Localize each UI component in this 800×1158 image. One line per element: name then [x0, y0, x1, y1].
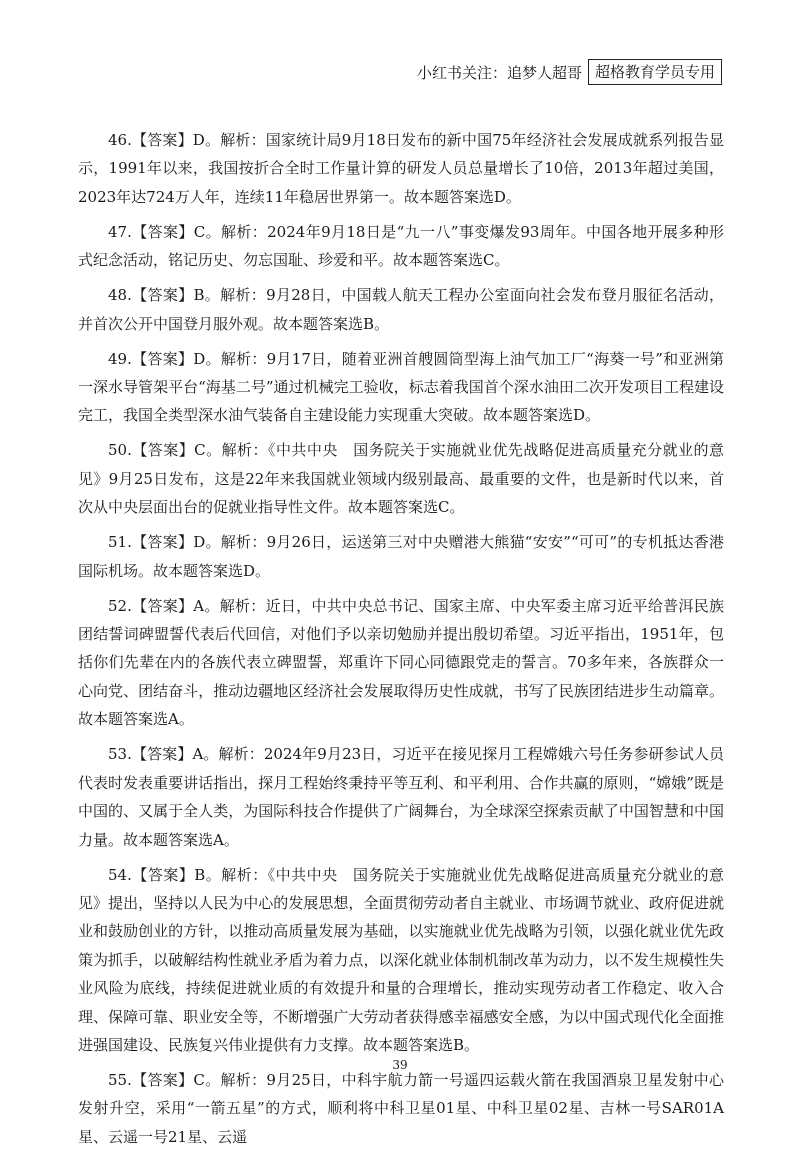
header-badge: 超格教育学员专用 — [588, 59, 722, 85]
answer-item-46 — [78, 126, 724, 211]
answer-list — [78, 126, 724, 1158]
explanation-text: 解析：9月17日，随着亚洲首艘圆筒型海上油气加工厂“海葵一号”和亚洲第一深水导管架平台“海基二号”通过机械完工验收，标志着我国首个深水油田二次开发项目工程建设完工，我国全类型深水油气装备自主建设能力实现重大突破。故本题答案选D。 — [78, 349, 724, 425]
item-number: 47. — [108, 222, 132, 241]
answer-label: 【答案】A。 — [131, 745, 219, 764]
item-number: 48. — [108, 286, 132, 305]
explanation-text: 解析：9月26日，运送第三对中央赠港大熊猫“安安”“可可”的专机抵达香港国际机场。故本题答案选D。 — [78, 533, 724, 580]
item-number: 52. — [108, 596, 132, 615]
item-number: 50. — [108, 441, 132, 460]
page-number: 39 — [392, 1058, 408, 1072]
answer-label: 【答案】D。 — [131, 349, 221, 368]
explanation-text: 解析：2024年9月18日是“九一八”事变爆发93周年。中国各地开展多种形式纪念活动，铭记历史、勿忘国耻、珍爱和平。故本题答案选C。 — [78, 222, 724, 270]
answer-label: 【答案】C。 — [131, 1070, 221, 1089]
item-number: 54. — [108, 865, 132, 884]
answer-item-49 — [78, 345, 724, 430]
answer-label: 【答案】B。 — [131, 286, 221, 305]
header-follow-text: 小红书关注：追梦人超哥 — [416, 63, 582, 82]
item-number: 53. — [108, 745, 132, 764]
item-number: 46. — [108, 131, 132, 149]
explanation-text: 解析：《中共中央 国务院关于实施就业优先战略促进高质量充分就业的意见》9月25日发布，这是22年来我国就业领域内级别最高、最重要的文件，也是新时代以来，首次从中央层面出台的促就业指导性文件。故本题答案选C。 — [78, 441, 724, 517]
explanation-text: 解析：9月28日，中国载人航天工程办公室面向社会发布登月服征名活动，并首次公开中国登月服外观。故本题答案选B。 — [78, 286, 724, 333]
answer-label: 【答案】B。 — [131, 865, 222, 884]
explanation-text: 解析：9月25日，中科宇航力箭一号遥四运载火箭在我国酒泉卫星发射中心发射升空，采用“一箭五星”的方式，顺利将中科卫星01星、中科卫星02星、吉林一号SAR01A星、云遥一号21星、云遥 — [78, 1070, 724, 1146]
answer-label: 【答案】C。 — [131, 441, 222, 460]
item-number: 51. — [108, 533, 132, 552]
answer-item-50 — [78, 436, 724, 521]
answer-item-51 — [78, 528, 724, 585]
explanation-text: 解析：2024年9月23日，习近平在接见探月工程嫦娥六号任务参研参试人员代表时发表重要讲话指出，探月工程始终秉持平等互利、和平利用、合作共赢的原则，“嫦娥”既是中国的、又属于全人类，为国际科技合作提供了广阔舞台，为全球深空探索贡献了中国智慧和中国力量。故本题答案选A。 — [78, 745, 724, 849]
explanation-text: 解析：国家统计局9月18日发布的新中国75年经济社会发展成就系列报告显示，1991年以来，我国按折合全时工作量计算的研发人员总量增长了10倍，2013年超过美国，2023年达724万人年，连续11年稳居世界第一。故本题答案选D。 — [78, 131, 724, 206]
answer-item-55 — [78, 1066, 724, 1151]
explanation-text: 解析：《中共中央 国务院关于实施就业优先战略促进高质量充分就业的意见》提出，坚持以人民为中心的发展思想，全面贯彻劳动者自主就业、市场调节就业、政府促进就业和鼓励创业的方针，以推动高质量发展为基础，以实施就业优先战略为引领，以强化就业优先政策为抓手，以破解结构性就业矛盾为着力点，以深化就业体制机制改革为动力，以不发生规模性失业风险为底线，持续促进就业质的有效提升和量的合理增长，推动实现劳动者工作稳定、收入合理、保障可靠、职业安全等，不断增强广大劳动者获得感幸福感安全感，为以中国式现代化全面推进强国建设、民族复兴伟业提供有力支撑。故本题答案选B。 — [78, 865, 724, 1054]
answer-label: 【答案】D。 — [131, 533, 221, 552]
answer-label: 【答案】C。 — [131, 222, 221, 241]
explanation-text: 解析：近日，中共中央总书记、国家主席、中央军委主席习近平给普洱民族团结誓词碑盟誓代表后代回信，对他们予以亲切勉励并提出殷切希望。习近平指出，1951年，包括你们先辈在内的各族代表立碑盟誓，郑重许下同心同德跟党走的誓言。70多年来，各族群众一心向党、团结奋斗，推动边疆地区经济社会发展取得历史性成就，书写了民族团结进步生动篇章。故本题答案选A。 — [78, 596, 724, 729]
answer-item-53 — [78, 740, 724, 854]
answer-item-54 — [78, 861, 724, 1060]
item-number: 49. — [108, 349, 132, 368]
answer-item-48 — [78, 281, 724, 338]
answer-label: 【答案】D。 — [131, 131, 221, 149]
answer-label: 【答案】A。 — [131, 596, 220, 615]
page-header — [417, 58, 722, 86]
answer-item-47 — [78, 218, 724, 275]
item-number: 55. — [108, 1070, 132, 1089]
answer-item-52 — [78, 592, 724, 734]
